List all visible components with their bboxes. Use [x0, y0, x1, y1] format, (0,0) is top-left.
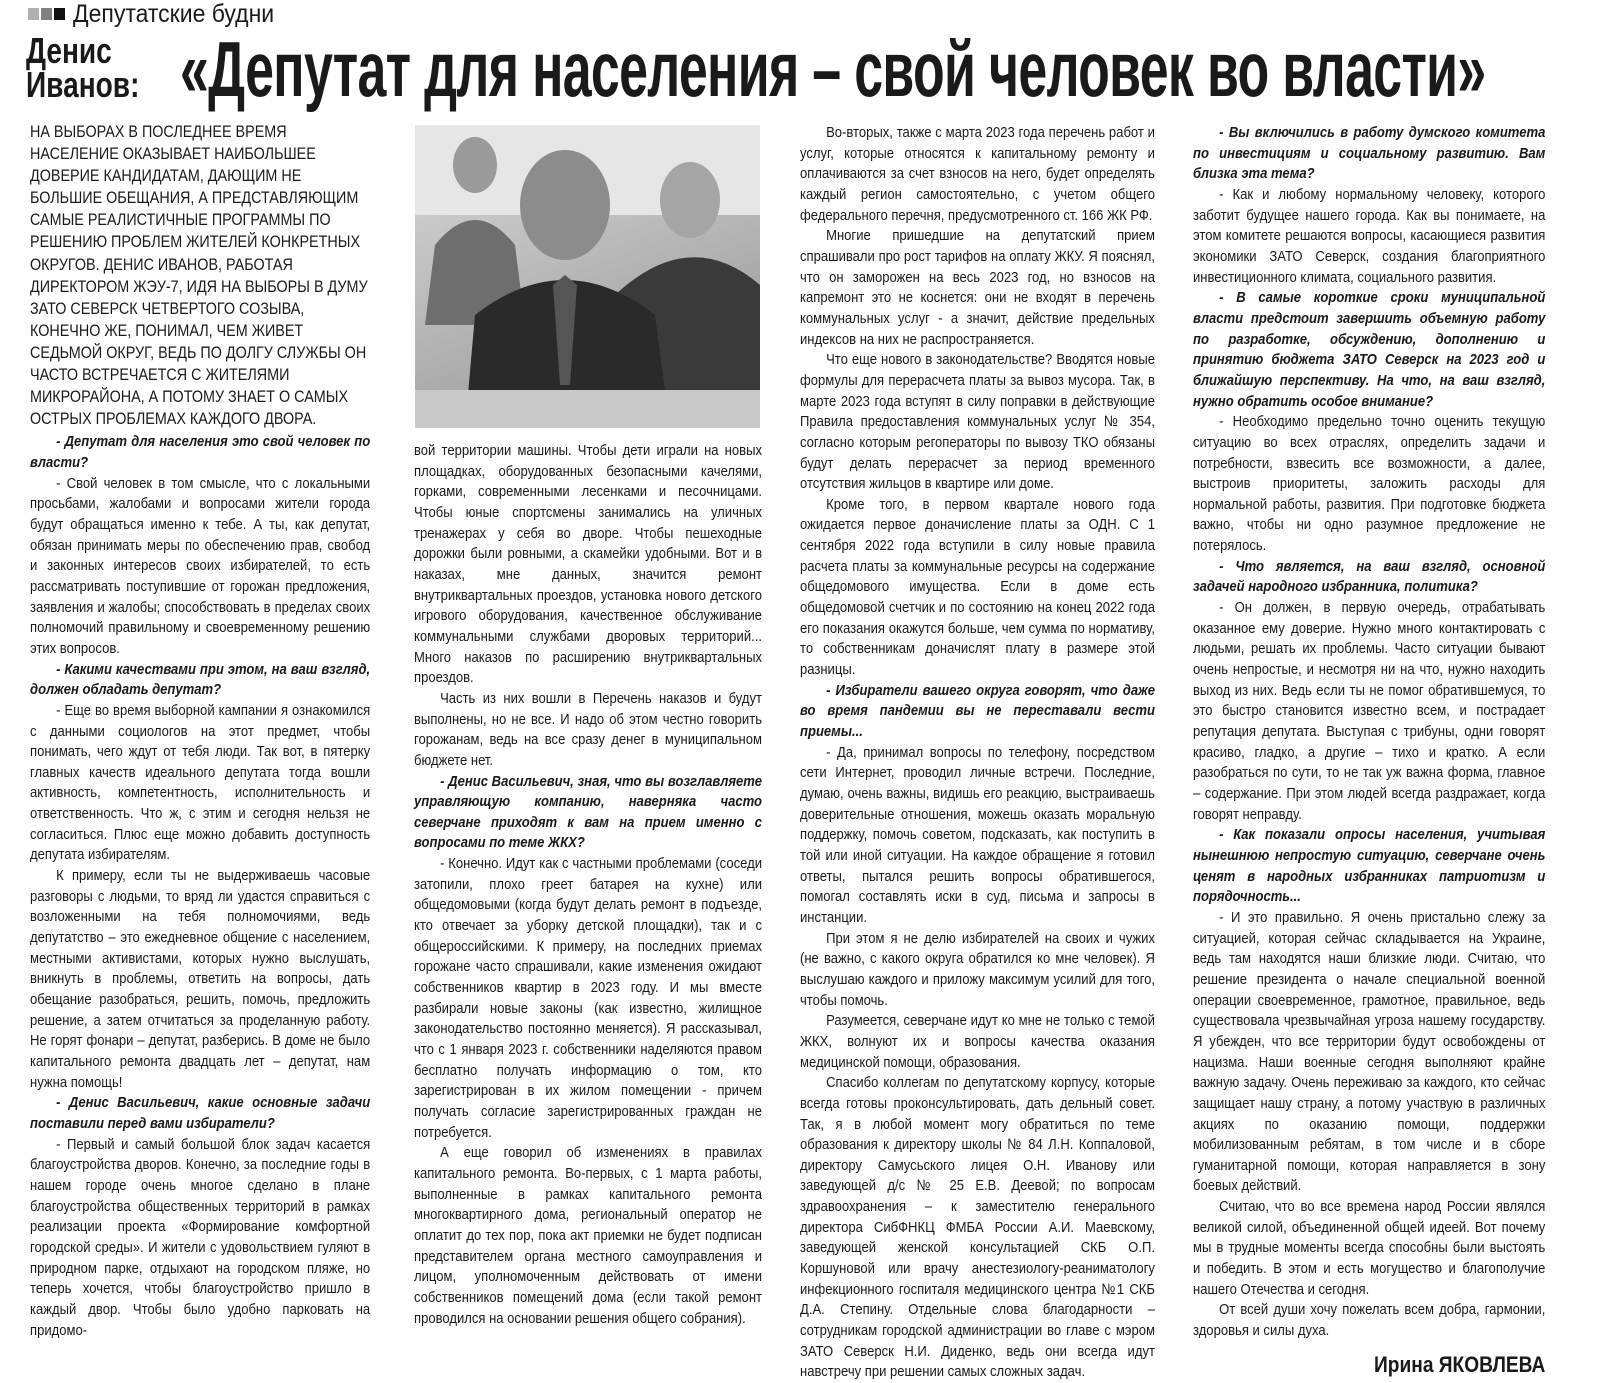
interview-question: - Денис Васильевич, зная, что вы возглавляете управляющую компанию, наверняка часто северчане приходят к вам на прием именно с вопросами по теме ЖКХ? — [414, 772, 762, 852]
paragraph: - Он должен, в первую очередь, отрабатывать оказанное ему доверие. Нужно много контактировать с людьми, решать их проблемы. Часто ситуации бывают очень непростые, и несмотря ни на что, нужно находить выход из них. Ведь если ты не помог обратившемуся, то это быстро становится известно всем, и пострадает репутация депутата. Выступая с трибуны, одни говорят красиво, гладко, а другие – тихо и кратко. А если разобраться по сути, то не так уж важна форма, главное – содержание. При этом людей всегда раздражает, когда говорят неправду. — [1193, 599, 1546, 823]
interview-question: - В самые короткие сроки муниципальной власти предстоит завершить объемную работу по разработке, обсуждению, дополнению и принятию бюджета ЗАТО Северск на 2023 год и ближайшую перспективу. На что, на ваш взгляд, нужно обратить особое внимание? — [1193, 289, 1546, 410]
photo-illustration — [415, 125, 760, 428]
rubric-square-icon — [28, 8, 39, 20]
paragraph: - Как и любому нормальному человеку, которого заботит будущее нашего города. Как вы понимаете, на этом комитете решаются вопросы, касающиеся развития экономики ЗАТО Северск, создания благоприятного инвестиционного климата, социального развития. — [1193, 185, 1546, 286]
paragraph: - Первый и самый большой блок задач касается благоустройства дворов. Конечно, за последние годы в нашем городе очень многое сделано в плане благоустройства общественных территорий в рамках реализации проекта «Формирование комфортной городской среды». И жители с удовольствием гуляют в природном парке, отдыхают на городском пляже, но теперь хочется, чтобы благоустройство пришло в каждый двор. Чтобы было удобно парковать на придомо- — [30, 1135, 371, 1339]
paragraph: Считаю, что во все времена народ России являлся великой силой, объединенной общей идеей. Вот почему мы в трудные моменты всегда способны были выстоять и победить. В этом и есть могущество и благополучие нашего Отечества и сегодня. — [1193, 1198, 1546, 1298]
interview-question: - Вы включились в работу думского комитета по инвестициям и социальному развитию. Вам близка эта тема? — [1193, 124, 1546, 183]
interviewee-name — [26, 30, 140, 105]
paragraph: - Еще во время выборной кампании я ознакомился с данными социологов на этот предмет, чтобы понимать, чего ждут от тебя люди. Так вот, в пятерку главных качеств идеального депутата тогда вошли активность, компетентность, исполнительность и ответственность. Что ж, с этим и сегодня нельзя не согласиться. Плюс еще можно добавить доступность депутата избирателям. — [30, 701, 371, 864]
paragraph: Разумеется, северчане идут ко мне не только с темой ЖКХ, волнуют их и вопросы качества оказания медицинской помощи, образования. — [800, 1012, 1155, 1071]
section-rubric — [28, 0, 292, 28]
author-signature: Ирина ЯКОВЛЕВА — [1374, 1351, 1546, 1377]
headline: «Депутат для населения – свой человек во власти» — [180, 25, 1486, 113]
paragraph: - И это правильно. Я очень пристально слежу за ситуацией, которая сейчас складывается на Украине, ведь там находятся наши близкие люди. Считаю, что решение президента о начале специальной военной операции своевременное, грамотное, правильное, ведь существовала чрезвычайная угроза нашему государству. Я убежден, что все территории будут освобождены от нацизма. Наши военные сегодня выполняют крайне важную задачу. Очень переживаю за каждого, кто сейчас защищает нашу страну, а потому участвую в различных акциях по оказанию помощи, поддержки мобилизованным ребятам, в том числе и в сборе гуманитарной помощи, которая направляется в зону боевых действий. — [1193, 908, 1546, 1195]
interview-question: - Какими качествами при этом, на ваш взгляд, должен обладать депутат? — [30, 660, 371, 699]
rubric-square-icon — [41, 8, 52, 20]
paragraph: - Конечно. Идут как с частными проблемами (соседи затопили, плохо греет батарея на кухне) или общедомовыми (когда будут делать ремонт в подъезде, кто отвечает за уборку детской площадки), так и с общероссийскими. К примеру, на последних приемах горожане часто спрашивали, какие изменения ожидают собственников квартир в 2023 году. И мы вместе разбирали новые законы (как известно, жилищное законодательство постоянно меняется). Я рассказывал, что с 1 января 2023 г. собственники наделяются правом бесплатно получать информацию о том, кто зарегистрирован в их жилом помещении - причем получать согласие зарегистрированных граждан не потребуется. — [414, 855, 762, 1141]
column-1 — [30, 121, 370, 1341]
paragraph: От всей души хочу пожелать всем добра, гармонии, здоровья и силы духа. — [1193, 1301, 1546, 1340]
paragraph: Кроме того, в первом квартале нового года ожидается первое доначисление платы за ОДН. С 1 сентября 2022 года вступили в силу новые правила расчета платы за коммунальные ресурсы на содержание общедомового имущества. Если в доме есть общедомовой счетчик и по состоянию на конец 2022 года его показания окажутся больше, чем сумма по нормативу, то собственникам доначислят плату в размере этой разницы. — [800, 495, 1155, 679]
interview-question: - Избиратели вашего округа говорят, что даже во время пандемии вы не переставали вести приемы... — [800, 681, 1155, 741]
interview-question: - Депутат для населения это свой человек по власти? — [30, 433, 371, 471]
name-line-2: Иванов: — [26, 64, 140, 105]
rubric-square-icon — [54, 8, 65, 20]
paragraph: При этом я не делю избирателей на своих и чужих (не важно, с какого округа обратился ко мне человек). Я выслушаю каждого и приложу максимум усилий для того, чтобы помочь. — [800, 929, 1155, 1009]
paragraph: А еще говорил об изменениях в правилах капитального ремонта. Во-первых, с 1 марта работы, выполненные в рамках капитального ремонта многоквартирного дома, региональный оператор не оплатит до тех пор, пока акт приемки не будет подписан представителем органа местного самоуправления и лицом, уполномоченным действовать от имени собственников помещений дома (если такой ремонт проводился на основании решения общего собрания). — [414, 1144, 762, 1327]
rubric-label: Депутатские будни — [73, 0, 275, 28]
paragraph: - Свой человек в том смысле, что с локальными просьбами, жалобами и вопросами жители города будут обращаться именно к тебе. А ты, как депутат, обязан принимать меры по обеспечению прав, свобод и законных интересов своих избирателей, то есть рассматривать поступившие от горожан предложения, заявления и жалобы; способствовать в пределах своих полномочий правильному и своевременному решению этих вопросов. — [30, 474, 371, 657]
paragraph: - Да, принимал вопросы по телефону, посредством сети Интернет, проводил личные встречи. Последние, думаю, очень важны, видишь его реакцию, выстраиваешь доверительные отношения, можешь оказать моральную поддержку, помочь советом, подсказать, как поступить в той или иной ситуации. На каждое обращение я готовил ответы, пытался решить вопросы обратившегося, помогал составлять иски в суд, письма и запросы в инстанции. — [800, 743, 1155, 926]
interview-question: - Денис Васильевич, какие основные задачи поставили перед вами избиратели? — [30, 1094, 371, 1132]
paragraph: Часть из них вошли в Перечень наказов и будут выполнены, но не все. И надо об этом честно говорить горожанам, ведь на все сразу денег в муниципальном бюджете нет. — [414, 689, 762, 769]
paragraph: К примеру, если ты не выдерживаешь часовые разговоры с людьми, то вряд ли удастся справиться с возложенными на тебя полномочиями, ведь депутатство – это ежедневное общение с населением, местными активистами, которых нужно выслушать, вникнуть в проблемы, ответить на вопросы, дать обещание разобраться, решить, помочь, предложить решение, а затем отчитаться за проделанную работу. Не горят фонари – депутат, разберись. В доме не было капитального ремонта двадцать лет – депутат, нам нужна помощь! — [30, 867, 371, 1091]
name-line-1: Денис — [26, 30, 112, 71]
paragraph: Многие пришедшие на депутатский прием спрашивали про рост тарифов на оплату ЖКУ. Я пояснял, что он заморожен на весь 2023 год, но взносов на капремонт это не коснется: они не входят в перечень коммунальных услуг - а значит, действие предельных индексов на них не распространяется. — [800, 227, 1155, 348]
paragraph: - Необходимо предельно точно оценить текущую ситуацию во всех отраслях, определить задачи и потребности, взвесить все возможности, а далее, выстроив приоритеты, заложить расходы для нормальной работы, развития. При подготовке бюджета важно, чтобы ни одно разумное предложение не потерялось. — [1193, 413, 1546, 555]
column-4 — [1193, 123, 1545, 1378]
column-2 — [414, 441, 762, 1329]
paragraph: Что еще нового в законодательстве? Вводятся новые формулы для перерасчета платы за вывоз мусора. Так, в марте 2023 года вступят в силу поправки в действующие Правила предоставления коммунальных услуг № 354, согласно которым регоператоры по вывозу ТКО обязаны будут делать перерасчет за период временного отсутствия жильцов в квартире или доме. — [800, 351, 1155, 493]
column-3 — [800, 123, 1155, 1383]
interview-question: - Что является, на ваш взгляд, основной задачей народного избранника, политика? — [1193, 557, 1546, 596]
paragraph: вой территории машины. Чтобы дети играли на новых площадках, оборудованных безопасными качелями, горками, современными лесенками и песочницами. Чтобы юные спортсмены занимались на уличных тренажерах у себя во дворе. Чтобы пешеходные дорожки были ровными, а скамейки удобными. Вот и в наказах, мне данных, значится ремонт внутриквартальных проездов, установка нового детского игрового оборудования, качественное обслуживание коммунальными службами дворовых территорий... Много наказов по расширению внутриквартальных проездов. — [414, 442, 762, 687]
interview-question: - Как показали опросы населения, учитывая нынешнюю непростую ситуацию, северчане очень ценят в народных избранниках патриотизм и порядочность... — [1193, 826, 1546, 906]
paragraph: Спасибо коллегам по депутатскому корпусу, которые всегда готовы проконсультировать, дать дельный совет. Так, я в любой момент могу обратиться по теме образования к директору школы № 84 Л.Н. Коппаловой, директору Самусьского лицея О.Н. Иванову или заведующей д/с № 25 Е.В. Деевой; по вопросам здравоохранения – к заместителю генерального директора СибФНКЦ ФМБА России А.И. Маевскому, заведующей женской консультацией СКБ О.П. Коршуновой или врачу анестезиологу-реаниматологу инфекционного госпиталя медицинского центра №1 СКБ Д.А. Степину. Отдельные слова благодарности – сотрудникам городской администрации во главе с мэром ЗАТО Северск Н.И. Диденко, ведь они всегда идут навстречу при решении самых сложных задач. — [800, 1074, 1155, 1381]
lead-paragraph: НА ВЫБОРАХ В ПОСЛЕДНЕЕ ВРЕМЯ НАСЕЛЕНИЕ ОКАЗЫВАЕТ НАИБОЛЬШЕЕ ДОВЕРИЕ КАНДИДАТАМ, ДАЮЩИМ НЕ БОЛЬШИЕ ОБЕЩАНИЯ, А ПРЕДСТАВЛЯЮЩИМ САМЫЕ РЕАЛИСТИЧНЫЕ ПРОГРАММЫ ПО РЕШЕНИЮ ПРОБЛЕМ ЖИТЕЛЕЙ КОНКРЕТНЫХ ОКРУГОВ. ДЕНИС ИВАНОВ, РАБОТАЯ ДИРЕКТОРОМ ЖЭУ-7, ИДЯ НА ВЫБОРЫ В ДУМУ ЗАТО СЕВЕРСК ЧЕТВЕРТОГО СОЗЫВА, КОНЕЧНО ЖЕ, ПОНИМАЛ, ЧЕМ ЖИВЕТ СЕДЬМОЙ ОКРУГ, ВЕДЬ ПО ДОЛГУ СЛУЖБЫ ОН ЧАСТО ВСТРЕЧАЕТСЯ С ЖИТЕЛЯМИ МИКРОРАЙОНА, А ПОТОМУ ЗНАЕТ О САМЫХ ОСТРЫХ ПРОБЛЕМАХ КАЖДОГО ДВОРА. — [30, 123, 368, 429]
deputy-photo — [415, 125, 760, 428]
paragraph: Во-вторых, также с марта 2023 года перечень работ и услуг, которые относятся к капитальному ремонту и оплачиваются за счет взносов на него, будет определять каждый регион самостоятельно, с учетом общего федерального перечня, предусмотренного ст. 166 ЖК РФ. — [800, 124, 1155, 224]
